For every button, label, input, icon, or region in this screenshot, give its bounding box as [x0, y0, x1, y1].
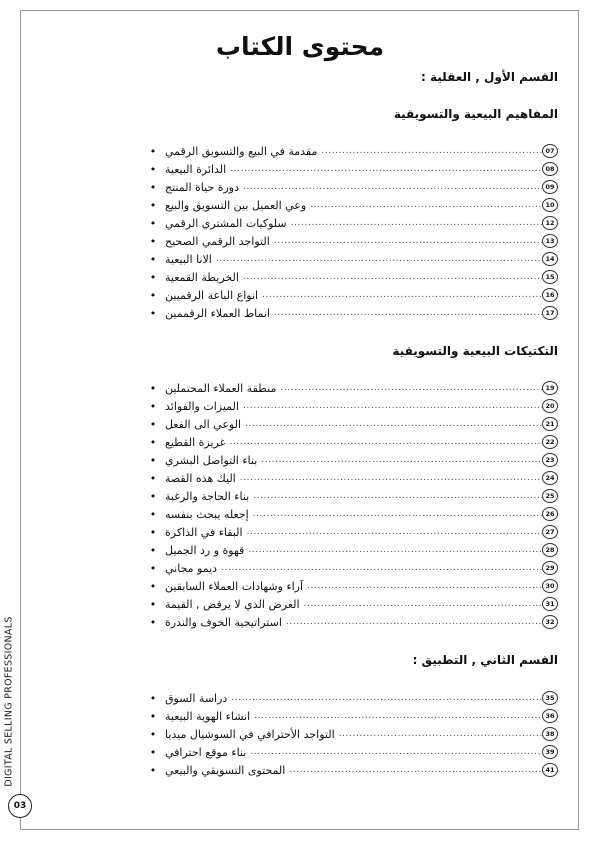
toc-entry-label: دورة حياة المنتج [165, 180, 240, 194]
toc-entry-label: اليك هذه القصة [165, 471, 236, 485]
toc-entry[interactable] [145, 232, 558, 250]
toc-entry-label: غريزة القطيع [165, 435, 226, 449]
toc-entry-label: مقدمة في البيع والتسويق الرقمي [165, 144, 318, 158]
toc-entry[interactable] [145, 523, 558, 541]
toc-entry[interactable] [145, 577, 558, 595]
toc-entry-label: البقاء في الذاكرة [165, 525, 243, 539]
toc-entry-page-number: 07 [542, 144, 558, 158]
side-label-text: DIGITAL SELLING PROFESSIONALS [3, 615, 15, 787]
section-heading-part2: القسم الثاني , التطبيق : [412, 653, 558, 667]
dot-leader [254, 711, 542, 721]
bullet-icon: • [149, 381, 157, 395]
dot-leader [253, 491, 542, 501]
dot-leader [250, 747, 542, 757]
dot-leader [274, 308, 542, 318]
bullet-icon: • [149, 417, 157, 431]
bullet-icon: • [149, 709, 157, 723]
toc-entry-label: ديمو مجاني [165, 561, 218, 575]
toc-entry[interactable] [145, 487, 558, 505]
toc-entry-page-number: 29 [542, 561, 558, 575]
toc-entry[interactable] [145, 268, 558, 286]
section-heading-part1: القسم الأول , العقلية : [421, 70, 558, 84]
dot-leader [261, 455, 542, 465]
dot-leader [291, 218, 542, 228]
toc-entry[interactable] [145, 451, 558, 469]
bullet-icon: • [149, 543, 157, 557]
dot-leader [243, 401, 542, 411]
toc-entry[interactable] [145, 178, 558, 196]
toc-entry-label: التواجد الأحترافي في السوشيال ميديا [165, 727, 335, 741]
dot-leader [339, 729, 542, 739]
toc-entry-label: انماط العملاء الرقممين [165, 306, 270, 320]
toc-entry-label: بناء الحاجة والرغبة [165, 489, 250, 503]
toc-entry-page-number: 08 [542, 162, 558, 176]
toc-entry-page-number: 09 [542, 180, 558, 194]
dot-leader [248, 545, 542, 555]
dot-leader [231, 693, 542, 703]
toc-entry-page-number: 10 [542, 198, 558, 212]
toc-entry-page-number: 38 [542, 727, 558, 741]
dot-leader [247, 527, 542, 537]
dot-leader [286, 617, 542, 627]
dot-leader [240, 473, 542, 483]
bullet-icon: • [149, 615, 157, 629]
toc-entry[interactable] [145, 250, 558, 268]
bullet-icon: • [149, 745, 157, 759]
toc-entry-label: منطقة العملاء المحتملين [165, 381, 277, 395]
toc-entry-page-number: 28 [542, 543, 558, 557]
bullet-icon: • [149, 144, 157, 158]
toc-entry[interactable] [145, 379, 558, 397]
bullet-icon: • [149, 507, 157, 521]
toc-entry-page-number: 26 [542, 507, 558, 521]
toc-entry-label: الميزات والفوائد [165, 399, 239, 413]
bullet-icon: • [149, 471, 157, 485]
toc-entry[interactable] [145, 160, 558, 178]
dot-leader [310, 200, 542, 210]
bullet-icon: • [149, 691, 157, 705]
dot-leader [230, 164, 542, 174]
bullet-icon: • [149, 763, 157, 777]
bullet-icon: • [149, 399, 157, 413]
bullet-icon: • [149, 727, 157, 741]
bullet-icon: • [149, 234, 157, 248]
bullet-icon: • [149, 561, 157, 575]
dot-leader [274, 236, 542, 246]
toc-entry-page-number: 31 [542, 597, 558, 611]
subsection-heading-tactics: التكتيكات البيعية والتسويقية [392, 344, 558, 358]
toc-entry-page-number: 15 [542, 270, 558, 284]
toc-entry[interactable] [145, 743, 558, 761]
toc-entry[interactable] [145, 559, 558, 577]
bullet-icon: • [149, 489, 157, 503]
toc-entry-label: إجعله يبحث بنفسه [165, 507, 249, 521]
dot-leader [229, 437, 542, 447]
toc-entry-label: بناء التواصل البشري [165, 453, 258, 467]
toc-entry-page-number: 17 [542, 306, 558, 320]
bullet-icon: • [149, 435, 157, 449]
bullet-icon: • [149, 180, 157, 194]
dot-leader [262, 290, 542, 300]
toc-list-concepts [145, 142, 558, 322]
bullet-icon: • [149, 453, 157, 467]
toc-list-application [145, 689, 558, 779]
bullet-icon: • [149, 162, 157, 176]
bullet-icon: • [149, 306, 157, 320]
dot-leader [289, 765, 542, 775]
toc-entry-page-number: 19 [542, 381, 558, 395]
toc-entry-page-number: 27 [542, 525, 558, 539]
toc-entry[interactable] [145, 196, 558, 214]
toc-entry-label: الدائرة البيعية [165, 162, 227, 176]
dot-leader [245, 419, 542, 429]
dot-leader [243, 272, 542, 282]
toc-entry[interactable] [145, 469, 558, 487]
toc-entry-label: التواجد الرقمي الصحيح [165, 234, 270, 248]
toc-entry-label: الخريطة القمعية [165, 270, 239, 284]
toc-entry-page-number: 39 [542, 745, 558, 759]
toc-entry-label: الانا البيعية [165, 252, 212, 266]
dot-leader [253, 509, 542, 519]
dot-leader [304, 599, 542, 609]
bullet-icon: • [149, 252, 157, 266]
subsection-heading-concepts: المفاهيم البيعية والتسويقية [393, 107, 558, 121]
bullet-icon: • [149, 216, 157, 230]
dot-leader [221, 563, 542, 573]
toc-entry[interactable] [145, 707, 558, 725]
toc-entry-label: الوعي الى الفعل [165, 417, 242, 431]
dot-leader [321, 146, 542, 156]
toc-entry-page-number: 21 [542, 417, 558, 431]
page-title: محتوى الكتاب [215, 32, 385, 61]
dot-leader [216, 254, 542, 264]
toc-entry-page-number: 20 [542, 399, 558, 413]
bullet-icon: • [149, 579, 157, 593]
toc-entry-label: آراء وشهادات العملاء السابقين [165, 579, 304, 593]
toc-entry-page-number: 36 [542, 709, 558, 723]
toc-entry[interactable] [145, 689, 558, 707]
toc-entry[interactable] [145, 433, 558, 451]
toc-entry-label: دراسة السوق [165, 691, 228, 705]
toc-entry[interactable] [145, 286, 558, 304]
toc-entry-label: قهوة و رد الجميل [165, 543, 245, 557]
toc-entry-page-number: 22 [542, 435, 558, 449]
toc-entry[interactable] [145, 595, 558, 613]
toc-entry-label: وعي العميل بين التسويق والبيع [165, 198, 307, 212]
toc-entry[interactable] [145, 142, 558, 160]
toc-entry-page-number: 16 [542, 288, 558, 302]
bullet-icon: • [149, 270, 157, 284]
bullet-icon: • [149, 198, 157, 212]
toc-entry[interactable] [145, 725, 558, 743]
toc-entry-label: سلوكيات المشتري الرقمي [165, 216, 287, 230]
toc-entry-page-number: 25 [542, 489, 558, 503]
toc-entry[interactable] [145, 505, 558, 523]
page-number-badge: 03 [8, 794, 32, 818]
dot-leader [280, 383, 542, 393]
toc-list-tactics [145, 379, 558, 631]
toc-entry-label: انشاء الهوية البيعية [165, 709, 251, 723]
toc-entry-page-number: 14 [542, 252, 558, 266]
dot-leader [243, 182, 542, 192]
toc-entry-label: بناء موقع احترافي [165, 745, 247, 759]
toc-entry-page-number: 12 [542, 216, 558, 230]
bullet-icon: • [149, 288, 157, 302]
toc-entry-page-number: 24 [542, 471, 558, 485]
toc-entry[interactable] [145, 397, 558, 415]
toc-entry[interactable] [145, 613, 558, 631]
bullet-icon: • [149, 525, 157, 539]
toc-entry-page-number: 30 [542, 579, 558, 593]
toc-entry[interactable] [145, 304, 558, 322]
bullet-icon: • [149, 597, 157, 611]
toc-entry[interactable] [145, 415, 558, 433]
toc-entry-page-number: 35 [542, 691, 558, 705]
toc-entry-label: المحتوى التسويقي والبيعي [165, 763, 286, 777]
toc-entry[interactable] [145, 541, 558, 559]
dot-leader [307, 581, 542, 591]
toc-entry-label: انواع الباعة الرقميين [165, 288, 259, 302]
toc-entry-label: استراتيجية الخوف والندرة [165, 615, 282, 629]
toc-entry[interactable] [145, 761, 558, 779]
toc-entry-page-number: 32 [542, 615, 558, 629]
toc-entry[interactable] [145, 214, 558, 232]
side-label [3, 615, 15, 787]
toc-entry-label: العرض الذي لا يرفض , القيمة [165, 597, 300, 611]
toc-entry-page-number: 23 [542, 453, 558, 467]
toc-entry-page-number: 13 [542, 234, 558, 248]
toc-entry-page-number: 41 [542, 763, 558, 777]
